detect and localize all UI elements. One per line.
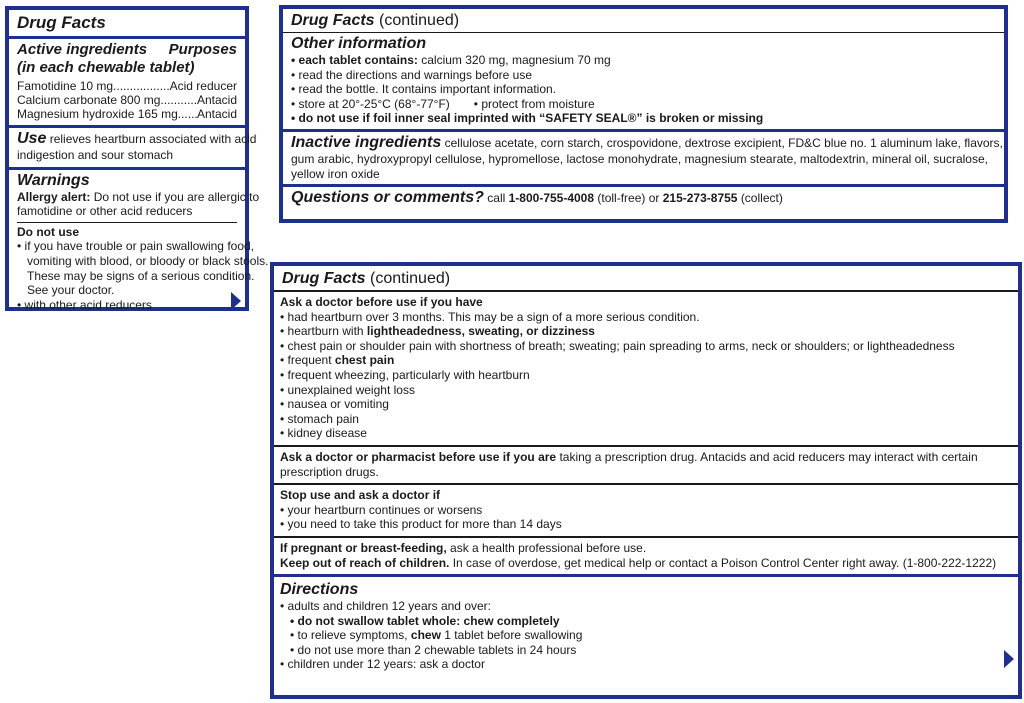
questions-heading: Questions or comments? — [291, 189, 484, 207]
ask-doctor-heading: Ask a doctor before use if you have — [280, 295, 483, 309]
questions-text: (toll-free) or — [597, 191, 660, 206]
keep-out-text: In case of overdose, get medical help or contact a Poison Control Center right away. (1-800-222-1222) — [452, 555, 997, 570]
ingredient-row — [17, 93, 237, 107]
ingredient-name: Calcium carbonate 800 mg — [17, 93, 161, 107]
each-tablet-label: • each tablet contains: — [291, 53, 418, 67]
ingredient-row — [17, 79, 237, 93]
panel1-title: Drug Facts — [17, 13, 106, 32]
questions-text: (collect) — [740, 191, 783, 206]
questions-text: call — [487, 191, 506, 206]
panel2-title-text: Drug Facts — [291, 12, 375, 29]
ask-doctor-item: • stomach pain — [280, 411, 359, 426]
stop-use-section — [274, 485, 1018, 538]
allergy-alert-line2: famotidine or other acid reducers — [17, 204, 193, 219]
stop-use-item: • you need to take this product for more than 14 days — [280, 517, 562, 532]
active-ingredients-heading: Active ingredients — [17, 41, 148, 58]
other-information-heading: Other information — [291, 35, 427, 52]
warnings-heading: Warnings — [17, 171, 90, 189]
ask-pharmacist-line2: prescription drugs. — [280, 464, 379, 479]
do-not-use-item: vomiting with blood, or bloody or black stools. — [27, 253, 269, 268]
inactive-ingredients-line2: gum arabic, hydroxypropyl cellulose, hypromellose, lactose monohydrate, magnesium stearate, maltodextrin, mineral oil, sucralose, — [291, 151, 988, 166]
ask-doctor-item-text: • heartburn with — [280, 324, 364, 339]
allergy-alert-label: Allergy alert: — [17, 189, 91, 204]
phone-tollfree: 1-800-755-4008 — [508, 191, 595, 206]
pregnancy-section — [274, 538, 1018, 577]
directions-item: • adults and children 12 years and over: — [280, 599, 491, 614]
ask-pharmacist-section — [274, 447, 1018, 485]
panel1-title-section — [9, 10, 245, 39]
ask-doctor-item — [280, 324, 1012, 339]
other-info-item: • read the directions and warnings before use — [291, 67, 533, 82]
do-not-use-item: • with other acid reducers — [17, 297, 152, 312]
pregnancy-heading: If pregnant or breast-feeding, — [280, 540, 447, 555]
ingredient-purpose: Antacid — [196, 93, 237, 107]
do-not-use-item: These may be signs of a serious condition. — [27, 268, 255, 283]
ask-pharmacist-text: taking a prescription drug. Antacids and acid reducers may interact with certain — [559, 449, 978, 464]
keep-out-heading: Keep out of reach of children. — [280, 555, 450, 570]
ask-doctor-item: • chest pain or shoulder pain with shortness of breath; sweating; pain spreading to arms, neck or shoulders; or lightheadedness — [280, 338, 955, 353]
ingredient-row — [17, 107, 237, 121]
warnings-section — [9, 170, 269, 319]
other-info-item: • do not use if foil inner seal imprinted with “SAFETY SEAL®” is broken or missing — [291, 111, 764, 126]
inactive-ingredients-line3: yellow iron oxide — [291, 166, 380, 181]
continue-arrow-icon — [231, 292, 241, 310]
use-text-line2: indigestion and sour stomach — [17, 148, 174, 162]
phone-collect: 215-273-8755 — [662, 191, 738, 206]
ask-pharmacist-heading: Ask a doctor or pharmacist before use if you are — [280, 449, 557, 464]
directions-heading: Directions — [280, 581, 359, 599]
directions-item — [280, 628, 1012, 643]
ask-doctor-item-text: • frequent — [280, 353, 332, 368]
drug-facts-panel-3 — [270, 262, 1022, 699]
directions-item-text: 1 tablet before swallowing — [444, 628, 583, 643]
ask-doctor-item: • nausea or vomiting — [280, 397, 389, 412]
ask-doctor-item: • had heartburn over 3 months. This may be a sign of a more serious condition. — [280, 309, 700, 324]
panel3-title — [282, 270, 1010, 288]
ask-doctor-item — [280, 353, 1012, 368]
continued-label: (continued) — [379, 12, 460, 29]
ask-doctor-section — [274, 292, 1018, 447]
continue-arrow-icon — [1004, 650, 1014, 668]
inactive-ingredients-section — [283, 132, 1004, 187]
directions-section — [274, 577, 1018, 676]
stop-use-heading: Stop use and ask a doctor if — [280, 488, 441, 503]
ingredient-name: Magnesium hydroxide 165 mg — [17, 107, 178, 121]
ingredient-purpose: Acid reducer — [169, 79, 237, 93]
other-info-item: • store at 20°-25°C (68°-77°F) — [291, 96, 450, 111]
ask-doctor-item-bold: chest pain — [334, 353, 395, 368]
use-section — [9, 128, 257, 170]
other-information-section — [283, 32, 1004, 132]
active-ingredients-section — [9, 39, 245, 128]
each-tablet-text: calcium 320 mg, magnesium 70 mg — [421, 53, 611, 67]
purposes-heading: Purposes — [168, 41, 237, 58]
active-ingredients-subheading: (in each chewable tablet) — [17, 59, 195, 76]
ask-doctor-item: • unexplained weight loss — [280, 382, 415, 397]
directions-item-text: • to relieve symptoms, — [290, 628, 408, 643]
continued-label: (continued) — [370, 270, 451, 287]
ingredient-name: Famotidine 10 mg — [17, 79, 114, 93]
inactive-ingredients-text: cellulose acetate, corn starch, crospovidone, dextrose excipient, FD&C blue no. 1 aluminum lake, flavors, — [444, 135, 1003, 150]
drug-facts-panel-2 — [279, 5, 1008, 223]
allergy-alert-text: Do not use if you are allergic to — [93, 189, 260, 204]
stop-use-item: • your heartburn continues or worsens — [280, 502, 483, 517]
panel3-title-text: Drug Facts — [282, 270, 366, 287]
do-not-use-item: • if you have trouble or pain swallowing food, — [17, 239, 255, 254]
ask-doctor-item-bold: lightheadedness, sweating, or dizziness — [366, 324, 595, 339]
panel2-title — [291, 12, 996, 30]
directions-item-bold: chew — [410, 628, 441, 643]
directions-item: • do not use more than 2 chewable tablets in 24 hours — [290, 642, 577, 657]
questions-section — [283, 187, 1004, 211]
directions-item: • children under 12 years: ask a doctor — [280, 657, 485, 672]
do-not-use-item: See your doctor. — [27, 283, 115, 298]
ingredient-purpose: Antacid — [196, 107, 237, 121]
ask-doctor-item: • kidney disease — [280, 426, 367, 441]
drug-facts-panel-1 — [5, 6, 269, 312]
use-heading: Use — [17, 130, 47, 147]
use-text: relieves heartburn associated with acid — [49, 132, 257, 146]
inactive-ingredients-heading: Inactive ingredients — [291, 133, 442, 151]
other-info-item: • read the bottle. It contains important information. — [291, 82, 557, 97]
other-info-item: • protect from moisture — [473, 96, 595, 111]
do-not-use-heading: Do not use — [17, 224, 79, 239]
ask-doctor-item: • frequent wheezing, particularly with heartburn — [280, 367, 530, 382]
pregnancy-text: ask a health professional before use. — [450, 540, 647, 555]
directions-item: • do not swallow tablet whole: chew completely — [290, 613, 560, 628]
